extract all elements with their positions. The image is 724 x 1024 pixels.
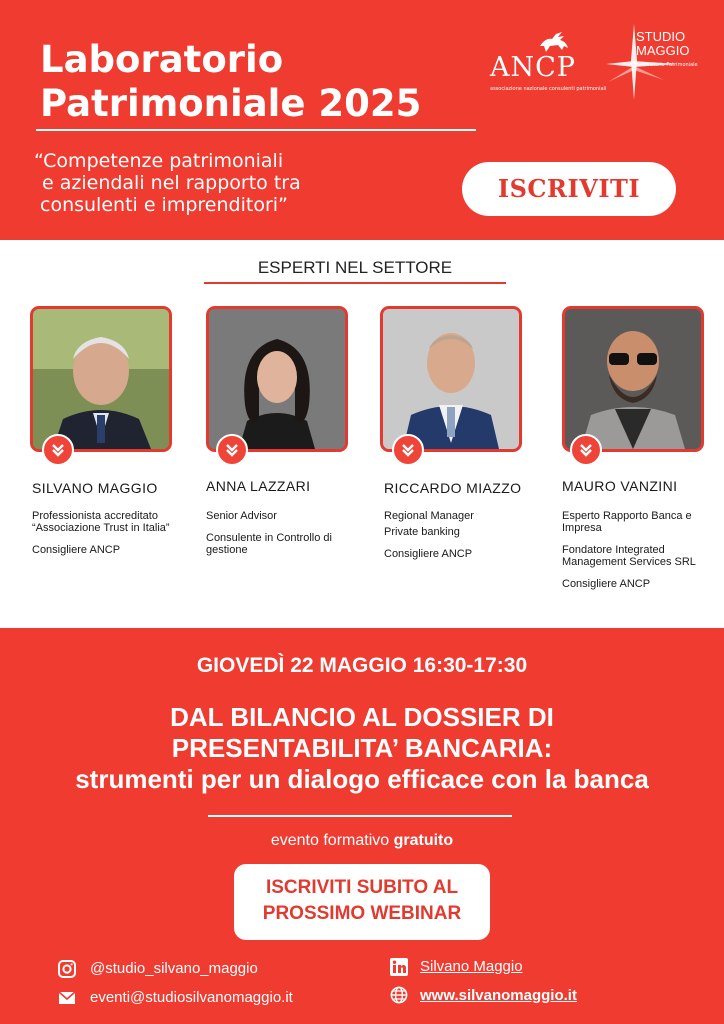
speaker-role: Consulente in Controllo di gestione (206, 532, 332, 556)
speaker-roles (384, 510, 544, 570)
studio-logo-line-2: MAGGIO (636, 43, 690, 58)
chevron-down-icon (578, 442, 594, 458)
email-icon (58, 989, 76, 1007)
event-subtitle (34, 150, 301, 216)
speaker-photo (380, 306, 522, 452)
speaker-role: Fondatore Integrated Management Services SRL (562, 544, 696, 568)
speaker-role: Consigliere ANCP (562, 578, 651, 590)
chevron-down-icon (50, 442, 66, 458)
headline-line-2: PRESENTABILITA’ BANCARIA: (171, 733, 553, 763)
title-divider (36, 129, 476, 131)
register-webinar-line-1: ISCRIVITI SUBITO AL (265, 877, 459, 898)
experts-heading: ESPERTI NEL SETTORE (257, 258, 453, 277)
free-event-prefix: evento formativo (270, 832, 390, 849)
subtitle-line-3: consulenti e imprenditori” (40, 194, 288, 216)
event-headline (0, 702, 724, 795)
subtitle-line-2: e aziendali nel rapporto tra (42, 172, 301, 194)
speaker-name: ANNA LAZZARI (206, 478, 311, 494)
event-title (40, 38, 421, 126)
studio-maggio-logo (604, 22, 724, 102)
title-line-2: Patrimoniale 2025 (40, 82, 422, 125)
chevron-down-icon (400, 442, 416, 458)
speaker-role: Professionista accreditato “Associazione Trust in Italia” (32, 510, 170, 534)
ancp-logo-text: ANCP (490, 52, 576, 83)
speaker-roles (562, 510, 712, 600)
experts-divider (204, 282, 506, 284)
studio-logo-subtext: Laboratorio Patrimoniale (636, 62, 698, 68)
title-line-1: Laboratorio (40, 38, 284, 81)
studio-logo-text (636, 30, 689, 58)
headline-divider (208, 815, 512, 817)
speaker-role: Private banking (384, 526, 460, 538)
instagram-handle[interactable]: @studio_silvano_maggio (90, 960, 258, 977)
globe-icon (390, 986, 408, 1004)
website-link[interactable]: www.silvanomaggio.it (420, 987, 577, 1004)
speaker-role: Consigliere ANCP (32, 544, 121, 556)
free-event-note (0, 832, 724, 850)
ancp-logo (490, 30, 607, 94)
linkedin-link[interactable]: Silvano Maggio (420, 958, 523, 975)
speaker-roles (206, 510, 366, 566)
speaker-role: Senior Advisor (206, 510, 277, 522)
register-webinar-line-2: PROSSIMO WEBINAR (262, 903, 462, 924)
ancp-logo-subtext: associazione nazionale consulenti patrimoniali (490, 86, 607, 92)
speaker-role: Regional Manager (384, 510, 474, 522)
headline-line-1: DAL BILANCIO AL DOSSIER DI (170, 702, 554, 732)
speaker-name: SILVANO MAGGIO (32, 480, 158, 496)
speaker-roles (32, 510, 192, 566)
expand-badge[interactable] (392, 434, 424, 466)
linkedin-icon (390, 958, 408, 976)
event-date: GIOVEDÌ 22 MAGGIO 16:30-17:30 (196, 654, 528, 677)
speaker-name: RICCARDO MIAZZO (384, 480, 522, 496)
register-button[interactable]: ISCRIVITI (462, 162, 676, 216)
pegasus-icon (534, 26, 574, 54)
instagram-icon (58, 960, 76, 978)
speaker-name: MAURO VANZINI (562, 478, 678, 494)
subtitle-line-1: “Competenze patrimoniali (34, 150, 284, 172)
studio-logo-line-1: STUDIO (636, 29, 686, 44)
expand-badge[interactable] (570, 434, 602, 466)
free-event-emphasis: gratuito (393, 832, 454, 849)
speaker-photo (206, 306, 348, 452)
expand-badge[interactable] (216, 434, 248, 466)
top-banner (0, 0, 724, 240)
register-webinar-button[interactable] (234, 864, 490, 940)
speaker-role: Consigliere ANCP (384, 548, 473, 560)
chevron-down-icon (224, 442, 240, 458)
speaker-photo (562, 306, 704, 452)
expand-badge[interactable] (42, 434, 74, 466)
speaker-photo (30, 306, 172, 452)
headline-line-3: strumenti per un dialogo efficace con la banca (75, 764, 649, 794)
speaker-role: Esperto Rapporto Banca e Impresa (562, 510, 692, 534)
email-address[interactable]: eventi@studiosilvanomaggio.it (90, 989, 293, 1006)
